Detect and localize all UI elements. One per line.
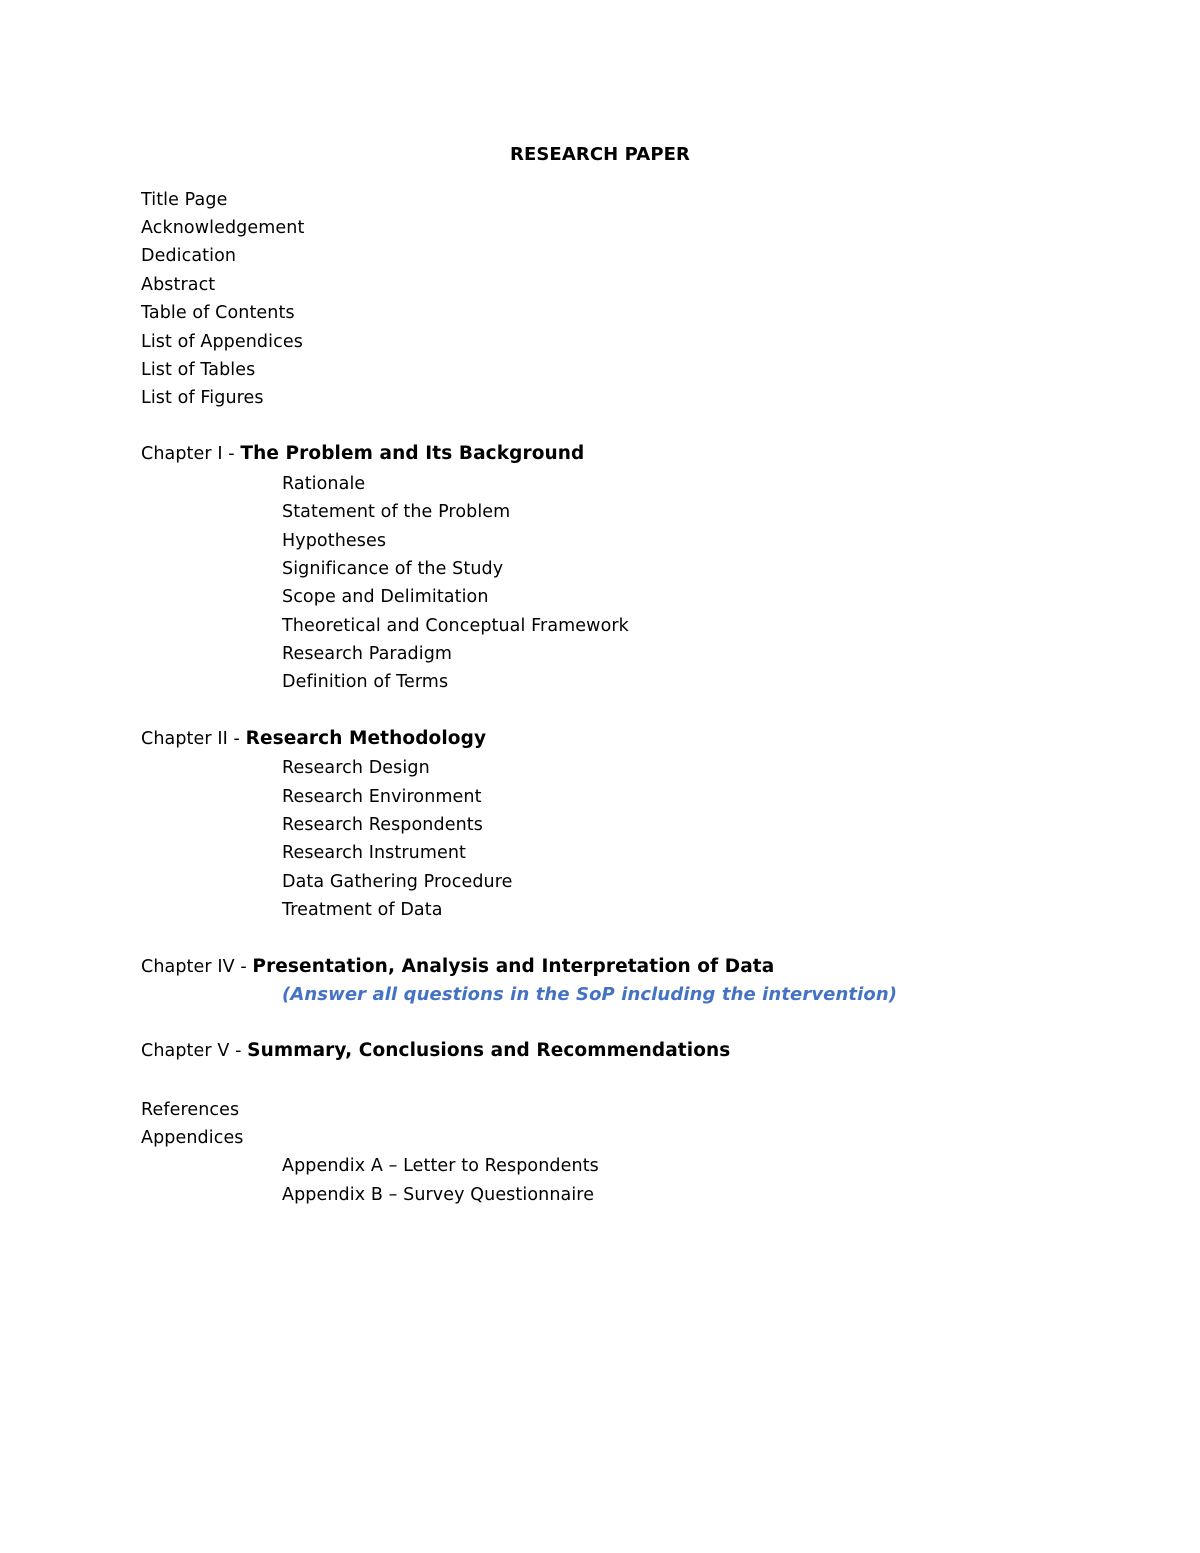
appendix-a-entry: Appendix A – Letter to Respondents — [282, 1156, 599, 1176]
chapter-1-item-hypotheses: Hypotheses — [282, 531, 387, 551]
chapter-1-item-significance: Significance of the Study — [282, 559, 504, 579]
chapter-1-item-framework: Theoretical and Conceptual Framework — [282, 616, 629, 636]
chapter-2-item-respondents: Research Respondents — [282, 815, 483, 835]
chapter-5-heading — [141, 1040, 730, 1062]
chapter-4-prefix: Chapter IV - — [141, 957, 253, 977]
chapter-2-item-design: Research Design — [282, 758, 430, 778]
toc-entry-abstract: Abstract — [141, 275, 216, 295]
toc-entry-list-of-figures: List of Figures — [141, 388, 264, 408]
toc-entry-references: References — [141, 1100, 240, 1120]
chapter-1-item-paradigm: Research Paradigm — [282, 644, 453, 664]
chapter-5-title: Summary, Conclusions and Recommendations — [247, 1040, 731, 1061]
chapter-2-item-treatment-of-data: Treatment of Data — [282, 900, 443, 920]
chapter-1-item-definition-of-terms: Definition of Terms — [282, 672, 449, 692]
chapter-4-heading — [141, 956, 774, 978]
toc-entry-title-page: Title Page — [141, 190, 228, 210]
toc-entry-table-of-contents: Table of Contents — [141, 303, 295, 323]
toc-entry-acknowledgement: Acknowledgement — [141, 218, 305, 238]
chapter-5-prefix: Chapter V - — [141, 1041, 248, 1061]
document-title: RESEARCH PAPER — [510, 144, 690, 165]
chapter-1-heading — [141, 443, 584, 465]
chapter-1-prefix: Chapter I - — [141, 444, 241, 464]
toc-entry-dedication: Dedication — [141, 246, 237, 266]
chapter-2-heading — [141, 728, 486, 750]
chapter-1-item-scope: Scope and Delimitation — [282, 587, 489, 607]
appendix-b-entry: Appendix B – Survey Questionnaire — [282, 1185, 595, 1205]
toc-entry-appendices: Appendices — [141, 1128, 244, 1148]
chapter-2-item-environment: Research Environment — [282, 787, 482, 807]
chapter-2-item-data-gathering: Data Gathering Procedure — [282, 872, 513, 892]
toc-entry-list-of-tables: List of Tables — [141, 360, 256, 380]
chapter-1-item-rationale: Rationale — [282, 474, 366, 494]
chapter-4-note: (Answer all questions in the SoP including the intervention) — [282, 984, 898, 1005]
toc-entry-list-of-appendices: List of Appendices — [141, 332, 303, 352]
chapter-2-title: Research Methodology — [245, 728, 487, 749]
chapter-2-item-instrument: Research Instrument — [282, 843, 467, 863]
chapter-4-title: Presentation, Analysis and Interpretation of Data — [252, 956, 775, 977]
chapter-1-title: The Problem and Its Background — [240, 443, 585, 464]
chapter-1-item-statement-of-problem: Statement of the Problem — [282, 502, 511, 522]
chapter-2-prefix: Chapter II - — [141, 729, 246, 749]
